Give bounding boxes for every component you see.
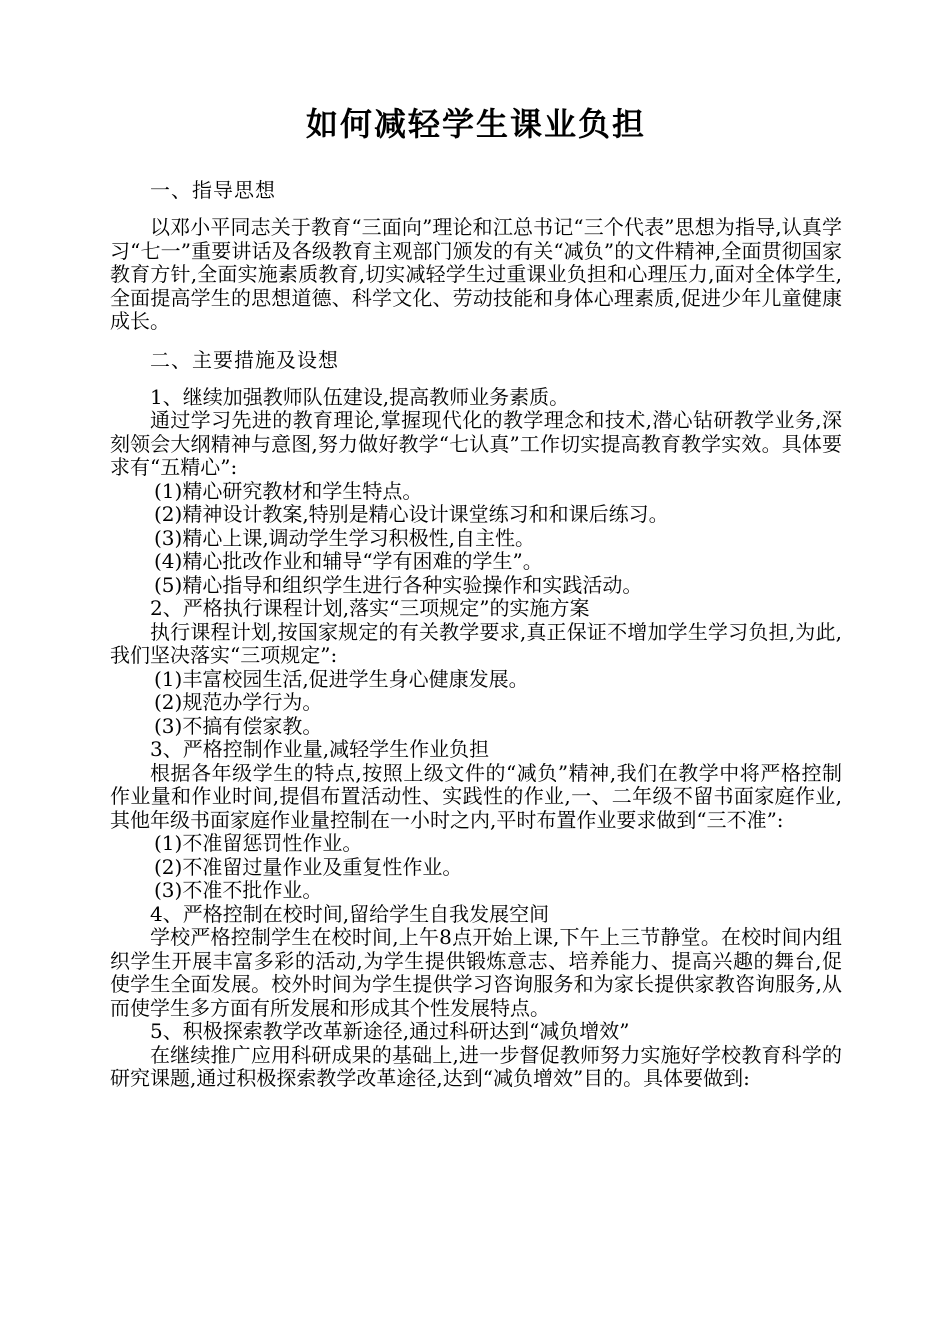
section-heading-guiding-ideology: 一、指导思想	[150, 178, 276, 202]
measure-2-paragraph: 执行课程计划,按国家规定的有关教学要求,真正保证不增加学生学习负担,为此,我们坚决落实“三项规定”:	[110, 619, 842, 667]
measure-5-paragraph: 在继续推广应用科研成果的基础上,进一步督促教师努力实施好学校教育科学的研究课题,通过积极探索教学改革途径,达到“减负增效”目的。具体要做到:	[110, 1042, 842, 1090]
document-page	[110, 98, 842, 1091]
measure-3-paragraph: 根据各年级学生的特点,按照上级文件的“减负”精神,我们在教学中将严格控制作业量和作业时间,提倡布置活动性、实践性的作业,一、二年级不留书面家庭作业,其他年级书面家庭作业量控制在一小时之内,平时布置作业要求做到“三不准”:	[110, 760, 842, 832]
measure-3-title: 3、严格控制作业量,减轻学生作业负担	[150, 737, 490, 761]
measure-1-title: 1、继续加强教师队伍建设,提高教师业务素质。	[150, 384, 570, 409]
measure-2-item-1: (1)丰富校园生活,促进学生身心健康发展。	[154, 666, 529, 691]
spacer	[110, 334, 842, 346]
document-title: 如何减轻学生课业负担	[305, 105, 646, 143]
measure-2-title: 2、严格执行课程计划,落实“三项规定”的实施方案	[150, 596, 590, 620]
measure-4-title: 4、严格控制在校时间,留给学生自我发展空间	[150, 901, 550, 926]
measure-2-item-2: (2)规范办学行为。	[154, 690, 323, 714]
measure-3-item-1: (1)不准留惩罚性作业。	[154, 831, 363, 855]
measure-5-title: 5、积极探索教学改革新途径,通过科研达到“减负增效”	[150, 1019, 630, 1043]
measure-1-item-3: (3)精心上课,调动学生学习积极性,自主性。	[154, 525, 536, 550]
measure-1-paragraph: 通过学习先进的教育理论,掌握现代化的教学理念和技术,潜心钻研教学业务,深刻领会大纲精神与意图,努力做好教学“七认真”工作切实提高教育教学实效。具体要求有“五精心”:	[110, 408, 842, 479]
measure-3-item-3: (3)不准不批作业。	[154, 878, 323, 902]
measure-3-item-2: (2)不准留过量作业及重复性作业。	[154, 854, 463, 879]
measure-4-paragraph: 学校严格控制学生在校时间,上午8点开始上课,下午上三节静堂。在校时间内组织学生开展丰富多彩的活动,为学生提供锻炼意志、培养能力、提高兴趣的舞台,促使学生全面发展。校外时间为学生提供学习咨询服务和为家长提供家教咨询服务,从而使学生多方面有所发展和形成其个性发展特点。	[110, 925, 842, 1020]
paragraph-guiding-ideology: 以邓小平同志关于教育“三面向”理论和江总书记“三个代表”思想为指导,认真学习“七一”重要讲话及各级教育主观部门颁发的有关“减负”的文件精神,全面贯彻国家教育方针,全面实施素质教育,切实减轻学生过重课业负担和心理压力,面对全体学生,全面提高学生的思想道德、科学文化、劳动技能和身体心理素质,促进少年儿童健康成长。	[110, 215, 842, 333]
measure-1-item-5: (5)精心指导和组织学生进行各种实验操作和实践活动。	[154, 572, 643, 597]
measure-1-item-2: (2)精神设计教案,特别是精心设计课堂练习和和课后练习。	[154, 502, 669, 526]
measure-1-item-4: (4)精心批改作业和辅导“学有困难的学生”。	[154, 549, 543, 573]
measure-2-item-3: (3)不搞有偿家教。	[154, 713, 323, 738]
section-heading-main-measures: 二、主要措施及设想	[150, 347, 339, 372]
measure-1-item-1: (1)精心研究教材和学生特点。	[154, 478, 423, 503]
